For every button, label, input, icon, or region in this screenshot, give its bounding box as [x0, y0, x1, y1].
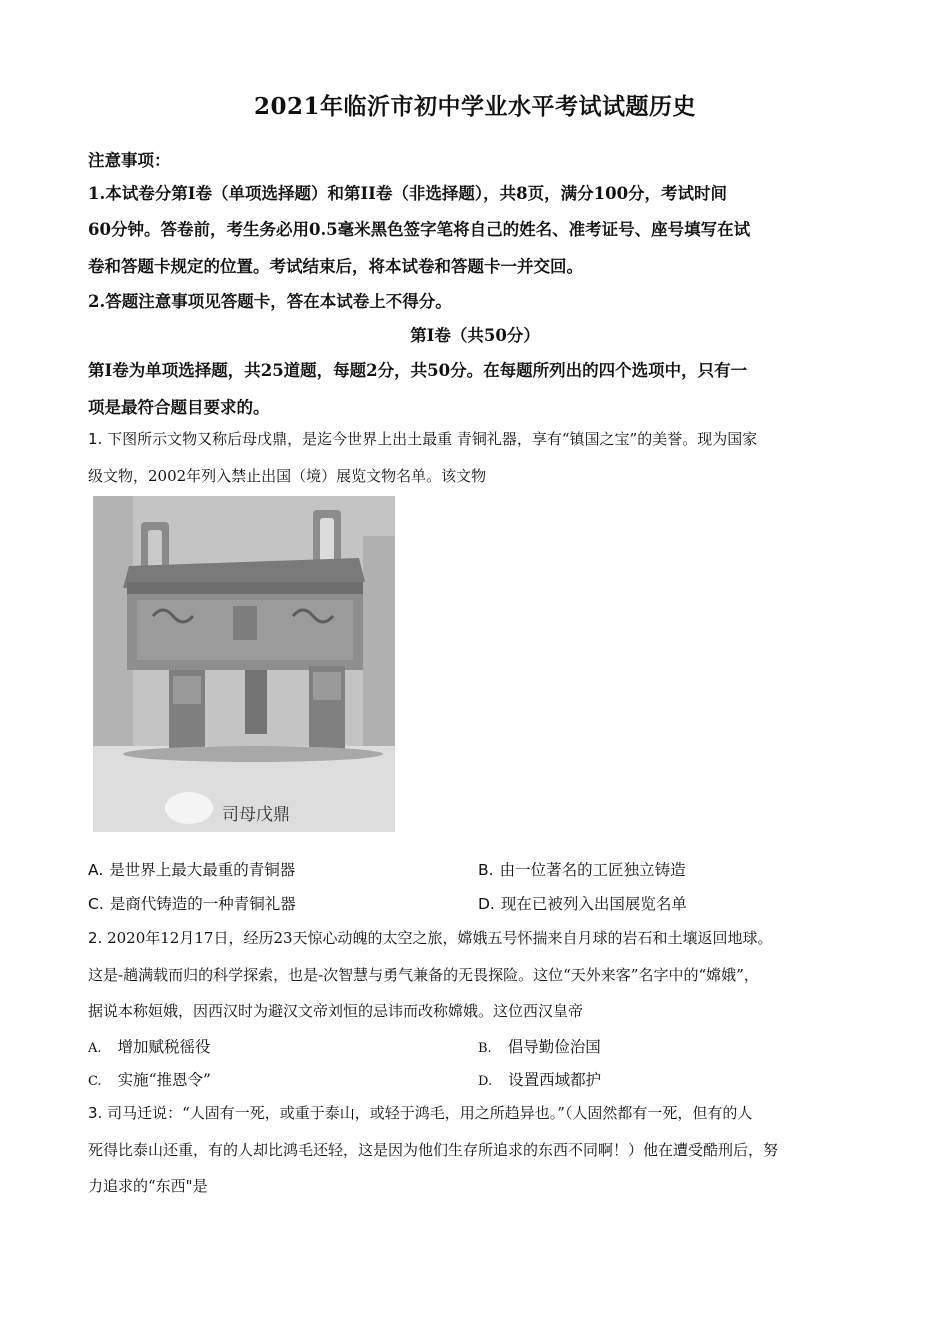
notice-heading: 注意事项： — [88, 151, 171, 170]
section-instructions-2: 项是最符合题目要求的。 — [88, 398, 270, 417]
section-instructions-1: 第Ⅰ卷为单项选择题，共25道题，每题2分，共50分。在每题所列出的四个选项中，只有一 — [88, 361, 748, 380]
option-text: 是商代铸造的一种青铜礼器 — [109, 895, 296, 913]
question-2-text-1: 2020年12月17日，经历23天惊心动魄的太空之旅，嫦娥五号怀揣来自月球的岩石和土壤返回地球。 — [107, 929, 773, 947]
bronze-ding-photo — [93, 496, 395, 832]
notice-line-1: 1.本试卷分第Ⅰ卷（单项选择题）和第II卷（非选择题），共8页，满分100分，考试时间 — [88, 184, 728, 203]
question-2-option-c[interactable] — [88, 1068, 211, 1090]
option-text: 增加赋税徭役 — [117, 1038, 211, 1056]
question-1-option-c[interactable] — [88, 892, 296, 914]
option-letter: D. — [478, 1074, 493, 1089]
question-3-line-1 — [88, 1102, 878, 1123]
question-1-text-2: 级文物，2002年列入禁止出国（境）展览文物名单。该文物 — [88, 467, 487, 485]
option-text: 现在已被列入出国展览名单 — [500, 895, 687, 913]
question-2-number: 2. — [88, 929, 103, 947]
option-letter: A. — [88, 861, 104, 879]
option-letter: C. — [88, 895, 104, 913]
option-text: 实施“推恩令” — [117, 1071, 211, 1089]
question-1-option-a[interactable] — [88, 858, 295, 880]
notice-line-4: 2.答题注意事项见答题卡，答在本试卷上不得分。 — [88, 292, 452, 311]
option-letter: D. — [478, 895, 495, 913]
question-1-text-1: 下图所示文物又称后母戊鼎，是迄今世界上出土最重 青铜礼器，享有“镇国之宝”的美誉。现为国家 — [107, 430, 758, 448]
question-2-option-d[interactable] — [478, 1068, 601, 1090]
question-2-option-b[interactable] — [478, 1035, 601, 1057]
option-text: 设置西域都护 — [508, 1071, 602, 1089]
question-1-line-1 — [88, 428, 878, 449]
option-text: 是世界上最大最重的青铜器 — [109, 861, 296, 879]
question-3-text-1: 司马迁说：“人固有一死，或重于泰山，或轻于鸿毛，用之所趋异也。”（人固然都有一死，但有的人 — [107, 1104, 753, 1122]
notice-line-3: 卷和答题卡规定的位置。考试结束后，将本试卷和答题卡一并交回。 — [88, 257, 583, 276]
option-text: 由一位著名的工匠独立铸造 — [499, 861, 686, 879]
notice-line-2: 60分钟。答卷前，考生务必用0.5毫米黑色签字笔将自己的姓名、准考证号、座号填写在试 — [88, 220, 751, 239]
option-letter: A. — [88, 1041, 102, 1056]
question-3-text-2: 死得比泰山还重，有的人却比鸿毛还轻，这是因为他们生存所追求的东西不同啊！）他在遭受酷刑后，努 — [88, 1141, 779, 1159]
question-3-text-3: 力追求的“东西"是 — [88, 1177, 208, 1195]
option-letter: B. — [478, 1041, 492, 1056]
section-title: 第Ⅰ卷（共50分） — [410, 326, 540, 345]
question-1-option-b[interactable] — [478, 858, 686, 880]
option-letter: C. — [88, 1074, 102, 1089]
exam-title: 2021年临沂市初中学业水平考试试题历史 — [253, 93, 696, 120]
bronze-ding-illustration — [93, 496, 395, 832]
option-letter: B. — [478, 861, 494, 879]
question-1-option-d[interactable] — [478, 892, 687, 914]
question-3-number: 3. — [88, 1104, 103, 1122]
question-2-text-3: 据说本称姮娥，因西汉时为避汉文帝刘恒的忌讳而改称嫦娥。这位西汉皇帝 — [88, 1002, 584, 1020]
photo-caption: 司母戊鼎 — [222, 805, 290, 825]
question-1-number: 1. — [88, 430, 103, 448]
question-2-option-a[interactable] — [88, 1035, 211, 1057]
question-2-text-2: 这是-趟满载而归的科学探索，也是-次智慧与勇气兼备的无畏探险。这位“天外来客”名字中的“嫦娥”， — [88, 966, 759, 984]
option-text: 倡导勤俭治国 — [507, 1038, 601, 1056]
question-2-line-1 — [88, 927, 878, 948]
